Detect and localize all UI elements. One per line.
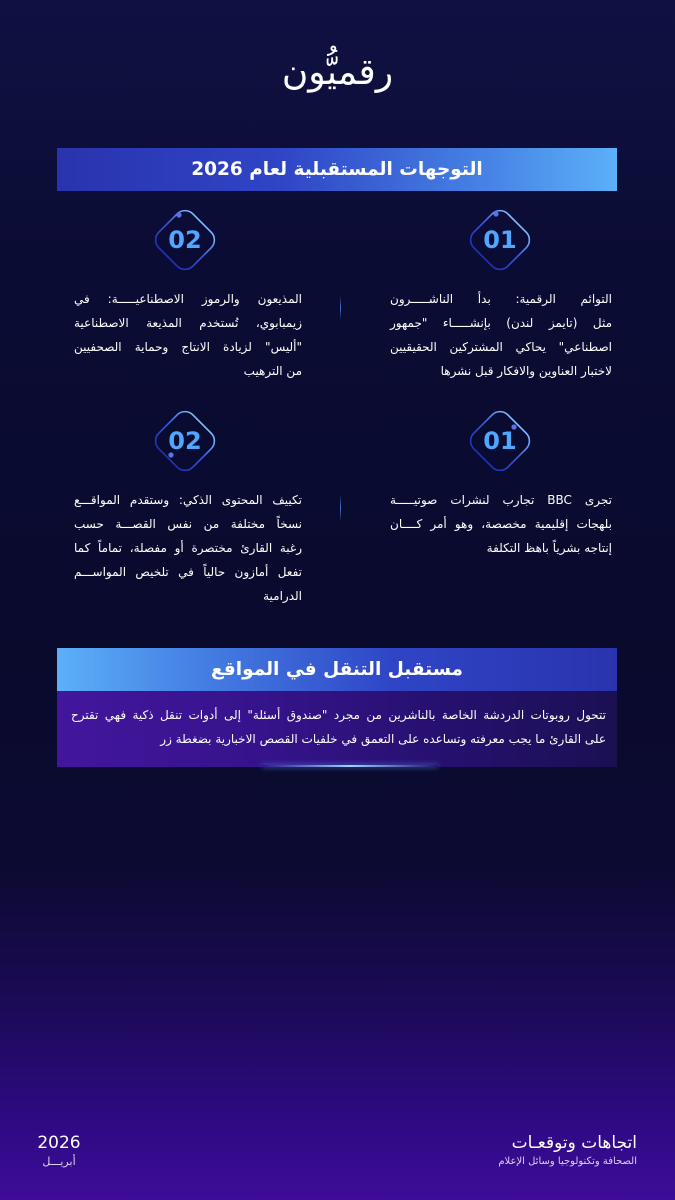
column-divider [340, 296, 341, 320]
footer-year: 2026 [37, 1133, 81, 1153]
trend-text-line: نسخاً مختلفة من نفس القصـــة حسب [74, 517, 302, 531]
section-description-panel [57, 691, 617, 767]
trend-text [390, 287, 612, 383]
trend-text-line: مثل (تايمز لندن) بإنشـــــاء "جمهور [390, 316, 612, 330]
footer-title: اتجاهات وتوقعـات [511, 1133, 637, 1153]
trend-text [74, 488, 302, 608]
trend-text-line: رغبة القارئ مختصرة أو مفصلة، تماماً كما [74, 541, 302, 555]
trend-number: 02 [168, 427, 202, 455]
trend-text-line: المذيعون والرموز الاصطناعيـــــة: في [74, 292, 302, 306]
trend-text-line: بلهجات إقليمية مخصصة، وهو أمر كــــان [390, 517, 612, 531]
trend-number-badge [150, 406, 220, 476]
section-title: مستقبل التنقل في المواقع [211, 659, 463, 680]
trend-number-badge [150, 205, 220, 275]
trend-text-line: اصطناعي" يحاكي المشتركين الحقيقيين [390, 340, 612, 354]
trend-text [74, 287, 302, 383]
description-line: تتحول روبوتات الدردشة الخاصة بالناشرين من مجرد "صندوق أسئلة" إلى أدوات تنقل ذكية فهي تقترح [71, 708, 606, 722]
trend-text-line: زيمبابوي، تُستخدم المذيعة الاصطناعية [74, 316, 302, 330]
trend-text-line: تفعل أمازون حالياً في تلخيص المواســـم [74, 565, 302, 579]
trend-number-badge [465, 205, 535, 275]
trend-text-line: إنتاجه بشرياً باهظ التكلفة [486, 541, 612, 555]
footer-subtitle: الصحافة وتكنولوجيا وسائل الإعلام [498, 1156, 637, 1167]
trend-text-line: الدرامية [263, 589, 302, 603]
trend-text-line: تجرى BBC تجارب لنشرات صوتيـــــة [390, 493, 612, 507]
trend-number: 01 [483, 427, 517, 455]
trend-number-badge [465, 406, 535, 476]
trend-text-line: التوائم الرقمية: بدأ الناشـــــرون [390, 292, 612, 306]
brand-logo: رقميُّون [281, 52, 394, 93]
trend-text-line: "أليس" لزيادة الانتاج وحماية الصحفيين [74, 340, 302, 354]
section-title: التوجهات المستقبلية لعام 2026 [191, 159, 483, 180]
trend-text-line: تكييف المحتوى الذكي: وستقدم المواقـــع [74, 493, 302, 507]
trend-text [390, 488, 612, 560]
description-line: على القارئ ما يجب معرفته وتساعده على التعمق في خلفيات القصص الاخبارية بضغطة زر [160, 732, 606, 746]
column-divider [340, 494, 341, 522]
glow-divider [262, 765, 438, 767]
trend-number: 02 [168, 226, 202, 254]
footer-date [35, 1131, 83, 1169]
footer-series [417, 1131, 637, 1169]
section-title-bar [57, 648, 617, 691]
trend-text-line: لاختبار العناوين والافكار قبل نشرها [440, 364, 612, 378]
trend-number: 01 [483, 226, 517, 254]
footer-month: أبريـــل [42, 1155, 76, 1168]
trend-text-line: من الترهيب [243, 364, 302, 378]
section-title-bar [57, 148, 617, 191]
